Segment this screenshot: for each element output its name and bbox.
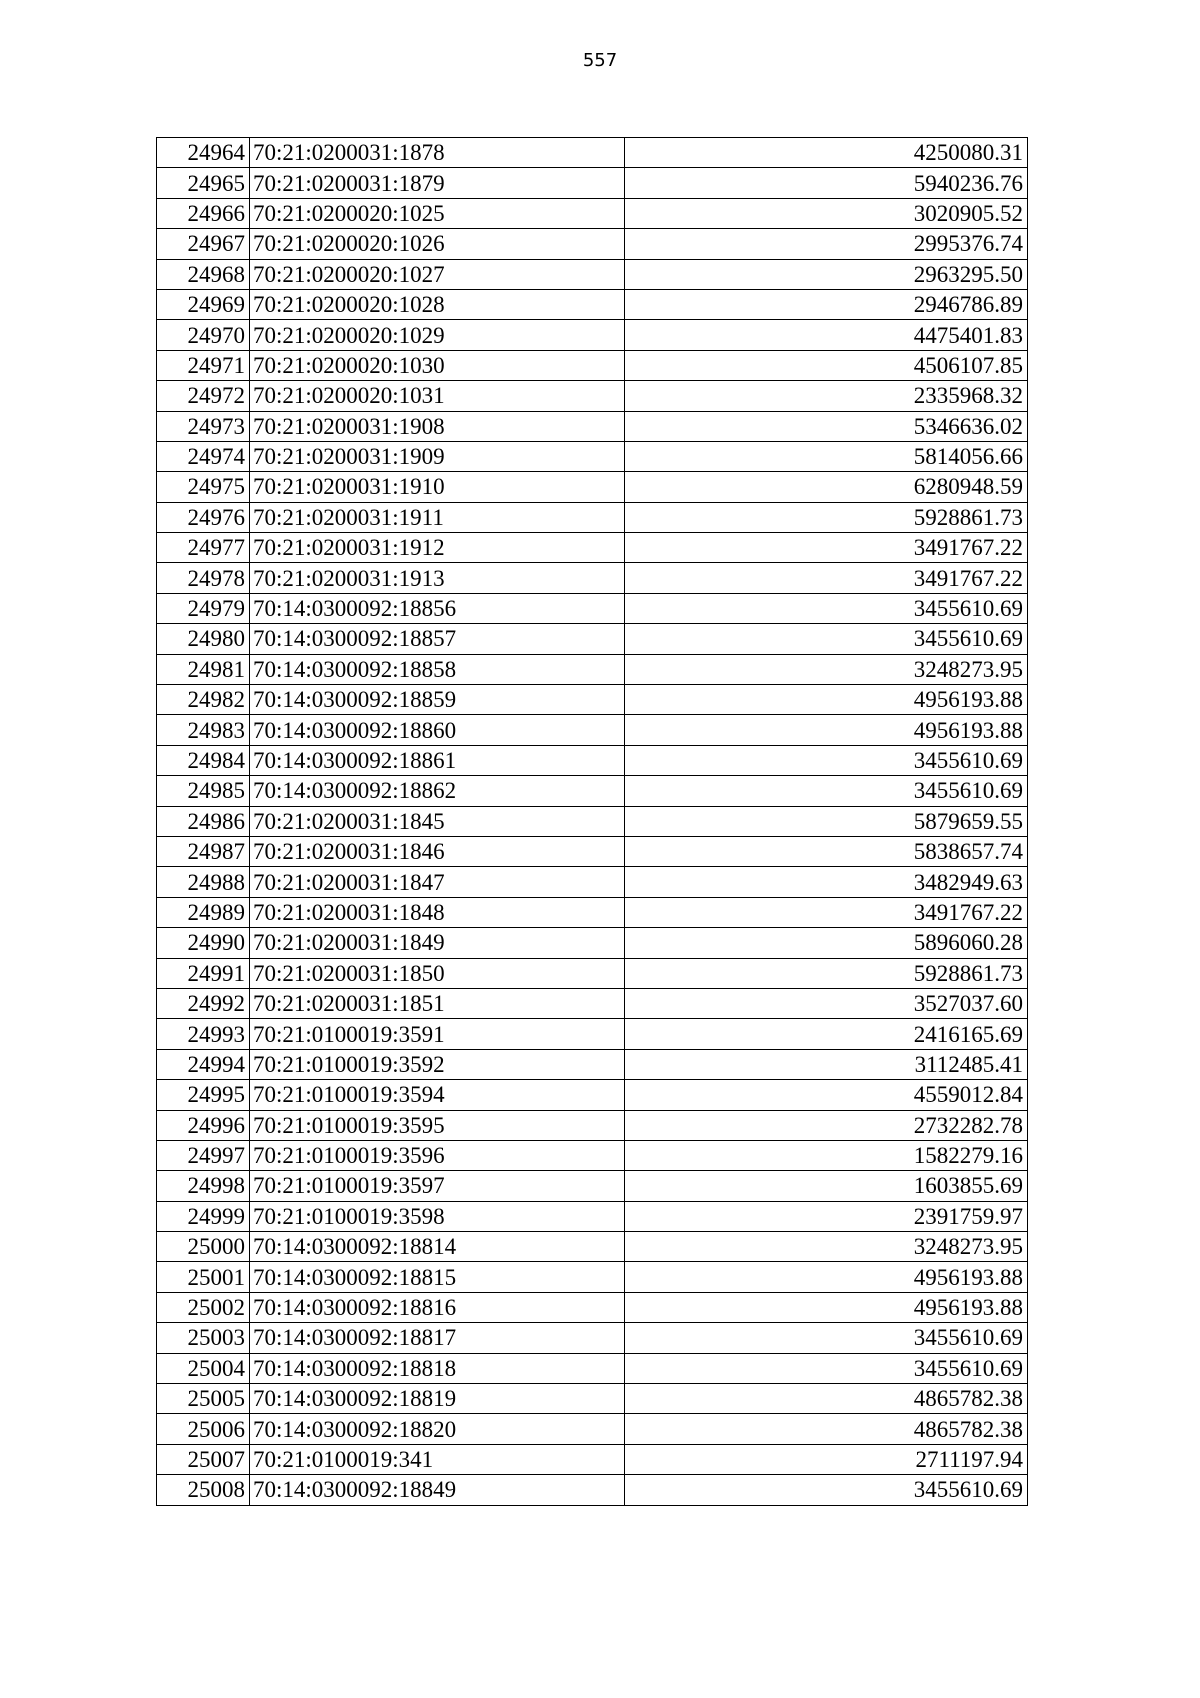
row-number-cell: 24965 bbox=[157, 168, 250, 198]
row-number-cell: 24991 bbox=[157, 958, 250, 988]
row-number-cell: 24993 bbox=[157, 1019, 250, 1049]
cadastral-value-cell: 3112485.41 bbox=[625, 1049, 1028, 1079]
cadastral-value-cell: 3455610.69 bbox=[625, 624, 1028, 654]
cadastral-value-cell: 4956193.88 bbox=[625, 1292, 1028, 1322]
table-row bbox=[157, 776, 1028, 806]
table-row bbox=[157, 259, 1028, 289]
row-number-cell: 25000 bbox=[157, 1232, 250, 1262]
cadastral-number-cell: 70:21:0200031:1911 bbox=[250, 502, 625, 532]
table-row bbox=[157, 1444, 1028, 1474]
row-number-cell: 24970 bbox=[157, 320, 250, 350]
cadastral-value-cell: 3455610.69 bbox=[625, 593, 1028, 623]
table-row bbox=[157, 1049, 1028, 1079]
table-row bbox=[157, 168, 1028, 198]
cadastral-number-cell: 70:21:0100019:3594 bbox=[250, 1080, 625, 1110]
row-number-cell: 24986 bbox=[157, 806, 250, 836]
table-row bbox=[157, 381, 1028, 411]
cadastral-value-cell: 5940236.76 bbox=[625, 168, 1028, 198]
table-row bbox=[157, 563, 1028, 593]
row-number-cell: 24977 bbox=[157, 533, 250, 563]
cadastral-number-cell: 70:21:0200031:1847 bbox=[250, 867, 625, 897]
cadastral-value-cell: 3491767.22 bbox=[625, 533, 1028, 563]
row-number-cell: 24994 bbox=[157, 1049, 250, 1079]
cadastral-number-cell: 70:14:0300092:18815 bbox=[250, 1262, 625, 1292]
table-row bbox=[157, 1171, 1028, 1201]
cadastral-value-cell: 2711197.94 bbox=[625, 1444, 1028, 1474]
cadastral-number-cell: 70:14:0300092:18857 bbox=[250, 624, 625, 654]
cadastral-value-cell: 3248273.95 bbox=[625, 1232, 1028, 1262]
table-row bbox=[157, 806, 1028, 836]
cadastral-value-cell: 2732282.78 bbox=[625, 1110, 1028, 1140]
table-row bbox=[157, 836, 1028, 866]
cadastral-number-cell: 70:14:0300092:18858 bbox=[250, 654, 625, 684]
cadastral-number-cell: 70:21:0200020:1027 bbox=[250, 259, 625, 289]
cadastral-number-cell: 70:21:0100019:3591 bbox=[250, 1019, 625, 1049]
table-row bbox=[157, 1475, 1028, 1505]
cadastral-value-cell: 3455610.69 bbox=[625, 1475, 1028, 1505]
row-number-cell: 24996 bbox=[157, 1110, 250, 1140]
table-row bbox=[157, 593, 1028, 623]
table-row bbox=[157, 502, 1028, 532]
table-row bbox=[157, 1110, 1028, 1140]
row-number-cell: 24969 bbox=[157, 289, 250, 319]
row-number-cell: 24982 bbox=[157, 685, 250, 715]
cadastral-number-cell: 70:21:0200031:1913 bbox=[250, 563, 625, 593]
cadastral-value-cell: 5879659.55 bbox=[625, 806, 1028, 836]
row-number-cell: 25007 bbox=[157, 1444, 250, 1474]
row-number-cell: 24980 bbox=[157, 624, 250, 654]
table-row bbox=[157, 1262, 1028, 1292]
cadastral-value-cell: 4956193.88 bbox=[625, 1262, 1028, 1292]
row-number-cell: 24997 bbox=[157, 1140, 250, 1170]
cadastral-value-cell: 4865782.38 bbox=[625, 1384, 1028, 1414]
cadastral-number-cell: 70:14:0300092:18861 bbox=[250, 745, 625, 775]
cadastral-number-cell: 70:21:0200020:1029 bbox=[250, 320, 625, 350]
table-row bbox=[157, 350, 1028, 380]
cadastral-value-cell: 2963295.50 bbox=[625, 259, 1028, 289]
row-number-cell: 24998 bbox=[157, 1171, 250, 1201]
row-number-cell: 24973 bbox=[157, 411, 250, 441]
table-row bbox=[157, 1232, 1028, 1262]
cadastral-number-cell: 70:21:0200020:1030 bbox=[250, 350, 625, 380]
table-row bbox=[157, 988, 1028, 1018]
table-row bbox=[157, 138, 1028, 168]
table-row bbox=[157, 1080, 1028, 1110]
cadastral-number-cell: 70:21:0200031:1912 bbox=[250, 533, 625, 563]
cadastral-number-cell: 70:14:0300092:18814 bbox=[250, 1232, 625, 1262]
row-number-cell: 24978 bbox=[157, 563, 250, 593]
row-number-cell: 25005 bbox=[157, 1384, 250, 1414]
row-number-cell: 24983 bbox=[157, 715, 250, 745]
table-row bbox=[157, 289, 1028, 319]
row-number-cell: 24975 bbox=[157, 472, 250, 502]
cadastral-number-cell: 70:21:0100019:341 bbox=[250, 1444, 625, 1474]
cadastral-value-cell: 2335968.32 bbox=[625, 381, 1028, 411]
row-number-cell: 24968 bbox=[157, 259, 250, 289]
row-number-cell: 24967 bbox=[157, 229, 250, 259]
cadastral-number-cell: 70:21:0200020:1031 bbox=[250, 381, 625, 411]
cadastral-value-cell: 4865782.38 bbox=[625, 1414, 1028, 1444]
cadastral-value-table bbox=[156, 137, 1028, 1506]
cadastral-number-cell: 70:21:0200020:1025 bbox=[250, 198, 625, 228]
table-row bbox=[157, 1019, 1028, 1049]
cadastral-value-cell: 3491767.22 bbox=[625, 897, 1028, 927]
row-number-cell: 24971 bbox=[157, 350, 250, 380]
table-row bbox=[157, 472, 1028, 502]
cadastral-number-cell: 70:14:0300092:18860 bbox=[250, 715, 625, 745]
cadastral-value-cell: 4506107.85 bbox=[625, 350, 1028, 380]
cadastral-value-cell: 1603855.69 bbox=[625, 1171, 1028, 1201]
cadastral-value-cell: 3491767.22 bbox=[625, 563, 1028, 593]
cadastral-number-cell: 70:21:0200031:1845 bbox=[250, 806, 625, 836]
table-row bbox=[157, 958, 1028, 988]
cadastral-number-cell: 70:14:0300092:18849 bbox=[250, 1475, 625, 1505]
cadastral-number-cell: 70:14:0300092:18856 bbox=[250, 593, 625, 623]
cadastral-number-cell: 70:21:0100019:3592 bbox=[250, 1049, 625, 1079]
table-row bbox=[157, 1384, 1028, 1414]
cadastral-value-cell: 2946786.89 bbox=[625, 289, 1028, 319]
cadastral-value-cell: 5896060.28 bbox=[625, 928, 1028, 958]
table-row bbox=[157, 897, 1028, 927]
cadastral-value-cell: 4475401.83 bbox=[625, 320, 1028, 350]
cadastral-number-cell: 70:14:0300092:18817 bbox=[250, 1323, 625, 1353]
cadastral-number-cell: 70:21:0200020:1028 bbox=[250, 289, 625, 319]
row-number-cell: 24987 bbox=[157, 836, 250, 866]
cadastral-number-cell: 70:21:0200031:1846 bbox=[250, 836, 625, 866]
table-row bbox=[157, 745, 1028, 775]
row-number-cell: 24966 bbox=[157, 198, 250, 228]
cadastral-number-cell: 70:14:0300092:18818 bbox=[250, 1353, 625, 1383]
table-row bbox=[157, 1140, 1028, 1170]
cadastral-value-cell: 3455610.69 bbox=[625, 1353, 1028, 1383]
row-number-cell: 24990 bbox=[157, 928, 250, 958]
cadastral-value-cell: 4956193.88 bbox=[625, 715, 1028, 745]
row-number-cell: 24964 bbox=[157, 138, 250, 168]
cadastral-number-cell: 70:21:0200031:1878 bbox=[250, 138, 625, 168]
table-row bbox=[157, 533, 1028, 563]
row-number-cell: 25004 bbox=[157, 1353, 250, 1383]
cadastral-value-cell: 5928861.73 bbox=[625, 502, 1028, 532]
cadastral-number-cell: 70:14:0300092:18816 bbox=[250, 1292, 625, 1322]
table-row bbox=[157, 1292, 1028, 1322]
cadastral-value-cell: 3455610.69 bbox=[625, 1323, 1028, 1353]
row-number-cell: 25002 bbox=[157, 1292, 250, 1322]
cadastral-value-cell: 4956193.88 bbox=[625, 685, 1028, 715]
cadastral-value-cell: 2995376.74 bbox=[625, 229, 1028, 259]
cadastral-number-cell: 70:21:0100019:3595 bbox=[250, 1110, 625, 1140]
row-number-cell: 24972 bbox=[157, 381, 250, 411]
table-row bbox=[157, 685, 1028, 715]
cadastral-number-cell: 70:21:0200031:1851 bbox=[250, 988, 625, 1018]
cadastral-number-cell: 70:14:0300092:18820 bbox=[250, 1414, 625, 1444]
row-number-cell: 24989 bbox=[157, 897, 250, 927]
cadastral-number-cell: 70:14:0300092:18819 bbox=[250, 1384, 625, 1414]
row-number-cell: 25006 bbox=[157, 1414, 250, 1444]
cadastral-number-cell: 70:21:0100019:3596 bbox=[250, 1140, 625, 1170]
cadastral-value-cell: 6280948.59 bbox=[625, 472, 1028, 502]
table-row bbox=[157, 715, 1028, 745]
row-number-cell: 24976 bbox=[157, 502, 250, 532]
table-row bbox=[157, 229, 1028, 259]
cadastral-number-cell: 70:21:0200031:1849 bbox=[250, 928, 625, 958]
cadastral-value-cell: 5346636.02 bbox=[625, 411, 1028, 441]
cadastral-value-cell: 5814056.66 bbox=[625, 441, 1028, 471]
row-number-cell: 25008 bbox=[157, 1475, 250, 1505]
cadastral-number-cell: 70:21:0100019:3598 bbox=[250, 1201, 625, 1231]
table-row bbox=[157, 624, 1028, 654]
cadastral-value-cell: 2416165.69 bbox=[625, 1019, 1028, 1049]
table-body bbox=[157, 138, 1028, 1506]
table-row bbox=[157, 441, 1028, 471]
cadastral-value-cell: 5838657.74 bbox=[625, 836, 1028, 866]
table-row bbox=[157, 320, 1028, 350]
table-row bbox=[157, 1414, 1028, 1444]
row-number-cell: 24974 bbox=[157, 441, 250, 471]
row-number-cell: 24999 bbox=[157, 1201, 250, 1231]
table-row bbox=[157, 654, 1028, 684]
cadastral-number-cell: 70:21:0200020:1026 bbox=[250, 229, 625, 259]
table-row bbox=[157, 867, 1028, 897]
cadastral-value-cell: 4250080.31 bbox=[625, 138, 1028, 168]
row-number-cell: 25003 bbox=[157, 1323, 250, 1353]
cadastral-number-cell: 70:21:0200031:1910 bbox=[250, 472, 625, 502]
page-number: 557 bbox=[582, 50, 618, 71]
cadastral-number-cell: 70:21:0100019:3597 bbox=[250, 1171, 625, 1201]
row-number-cell: 24979 bbox=[157, 593, 250, 623]
cadastral-value-cell: 3455610.69 bbox=[625, 745, 1028, 775]
cadastral-value-cell: 3248273.95 bbox=[625, 654, 1028, 684]
cadastral-value-cell: 3020905.52 bbox=[625, 198, 1028, 228]
cadastral-number-cell: 70:21:0200031:1850 bbox=[250, 958, 625, 988]
cadastral-value-cell: 3455610.69 bbox=[625, 776, 1028, 806]
row-number-cell: 24995 bbox=[157, 1080, 250, 1110]
cadastral-number-cell: 70:21:0200031:1848 bbox=[250, 897, 625, 927]
row-number-cell: 24985 bbox=[157, 776, 250, 806]
table-row bbox=[157, 198, 1028, 228]
cadastral-value-cell: 2391759.97 bbox=[625, 1201, 1028, 1231]
row-number-cell: 24988 bbox=[157, 867, 250, 897]
table-row bbox=[157, 928, 1028, 958]
row-number-cell: 24984 bbox=[157, 745, 250, 775]
cadastral-number-cell: 70:21:0200031:1908 bbox=[250, 411, 625, 441]
row-number-cell: 24992 bbox=[157, 988, 250, 1018]
table-row bbox=[157, 1201, 1028, 1231]
cadastral-value-cell: 3527037.60 bbox=[625, 988, 1028, 1018]
row-number-cell: 25001 bbox=[157, 1262, 250, 1292]
table-row bbox=[157, 411, 1028, 441]
cadastral-number-cell: 70:21:0200031:1879 bbox=[250, 168, 625, 198]
cadastral-value-cell: 1582279.16 bbox=[625, 1140, 1028, 1170]
cadastral-number-cell: 70:14:0300092:18859 bbox=[250, 685, 625, 715]
cadastral-value-cell: 3482949.63 bbox=[625, 867, 1028, 897]
row-number-cell: 24981 bbox=[157, 654, 250, 684]
cadastral-number-cell: 70:21:0200031:1909 bbox=[250, 441, 625, 471]
table-row bbox=[157, 1353, 1028, 1383]
cadastral-number-cell: 70:14:0300092:18862 bbox=[250, 776, 625, 806]
table-row bbox=[157, 1323, 1028, 1353]
cadastral-value-cell: 4559012.84 bbox=[625, 1080, 1028, 1110]
cadastral-value-cell: 5928861.73 bbox=[625, 958, 1028, 988]
